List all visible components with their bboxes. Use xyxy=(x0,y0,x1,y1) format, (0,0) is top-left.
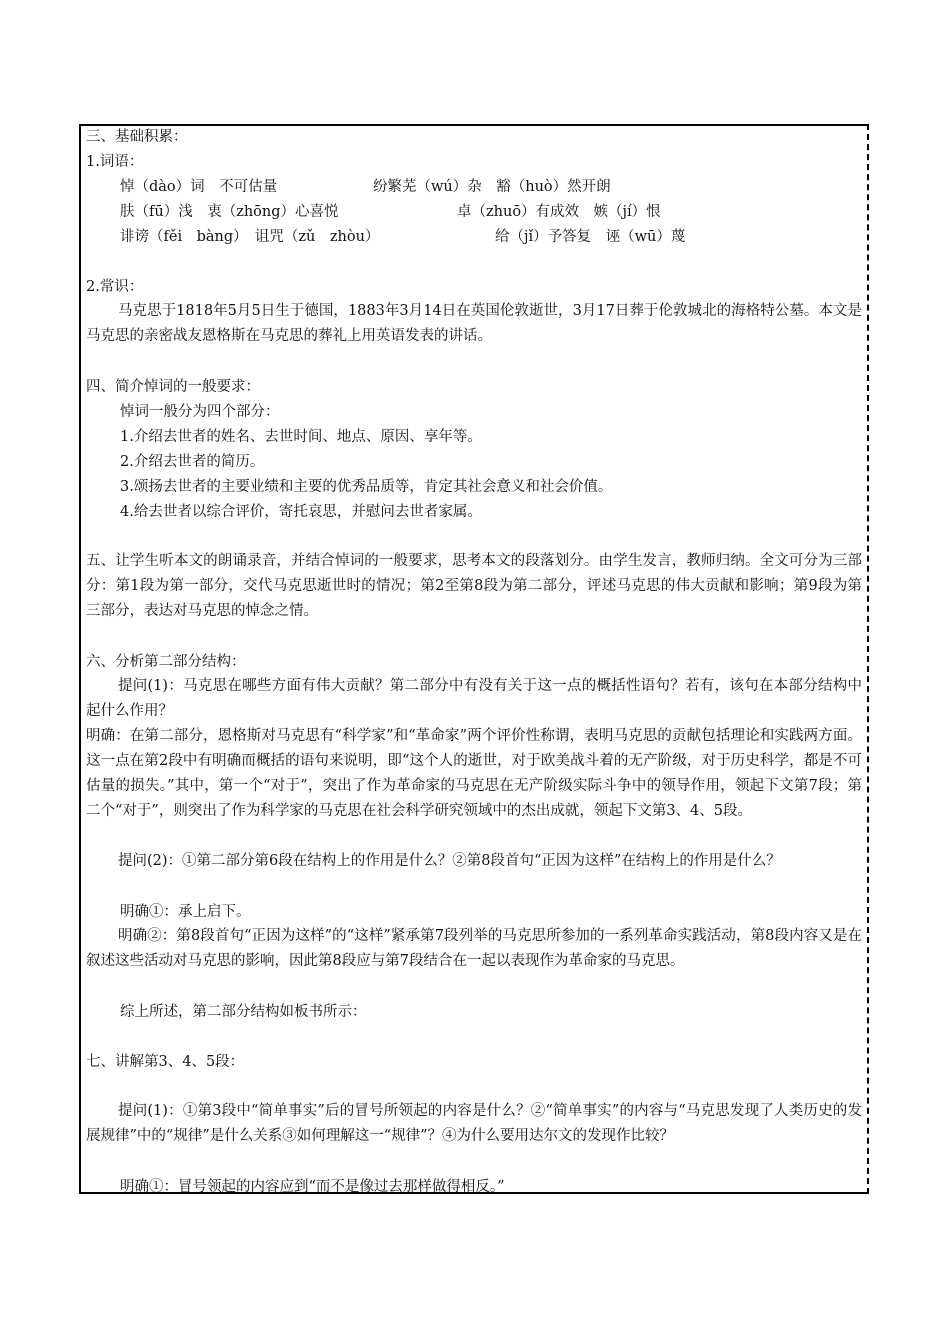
question-1: 提问(1)：马克思在哪些方面有伟大贡献？第二部分中有没有关于这一点的概括性语句？若有，该句在本部分结构中起什么作用？ xyxy=(86,678,862,719)
section-6-heading: 六、分析第二部分结构： xyxy=(86,654,246,670)
vocab-title: 1.词语： xyxy=(86,154,144,170)
structure-summary: 综上所述，第二部分结构如板书所示： xyxy=(120,1004,367,1020)
eulogy-item: 1.介绍去世者的姓名、去世时间、地点、原因、享年等。 xyxy=(120,429,482,445)
section-3-heading: 三、基础积累： xyxy=(86,129,188,145)
answer-2-1: 明确①：承上启下。 xyxy=(120,904,251,920)
eulogy-intro: 悼词一般分为四个部分： xyxy=(120,404,280,420)
answer-1: 明确：在第二部分，恩格斯对马克思有“科学家”和“革命家”两个评价性称谓，表明马克思的贡献包括理论和实践两方面。这一点在第2段中有明确而概括的语句来说明，即“这个人的逝世，对于欧美战斗着的无产阶级，对于历史科学，都是不可估量的损失。”其中，第一个“对于”，突出了作为革命家的马克思在无产阶级实际斗争中的领导作用，领起下文第7段；第二个“对于”，则突出了作为科学家的马克思在社会科学研究领域中的杰出成就，领起下文第3、4、5段。 xyxy=(86,728,862,819)
common-knowledge-text: 马克思于1818年5月5日生于德国，1883年3月14日在英国伦敦逝世，3月17日葬于伦敦城北的海格特公墓。本文是马克思的亲密战友恩格斯在马克思的葬礼上用英语发表的讲话。 xyxy=(86,303,862,344)
eulogy-item: 3.颂扬去世者的主要业绩和主要的优秀品质等，肯定其社会意义和社会价值。 xyxy=(120,479,613,495)
section-7-question-1: 提问(1)：①第3段中“简单事实”后的冒号所领起的内容是什么？②“简单事实”的内容与“马克思发现了人类历史的发展规律”中的“规律”是什么关系③如何理解这一“规律”？④为什么要用达尔文的发现作比较？ xyxy=(86,1103,862,1144)
vocab-term: 肤（fū）浅 衷（zhōng）心喜悦 xyxy=(120,204,339,220)
eulogy-item: 4.给去世者以综合评价，寄托哀思，并慰问去世者家属。 xyxy=(120,504,482,520)
answer-2-2: 明确②：第8段首句“正因为这样”的“这样”紧承第7段列举的马克思所参加的一系列革命实践活动，第8段内容又是在叙述这些活动对马克思的影响，因此第8段应与第7段结合在一起以表现作为革命家的马克思。 xyxy=(86,928,862,969)
section-7-answer-1: 明确①：冒号领起的内容应到“而不是像过去那样做得相反。” xyxy=(120,1179,505,1195)
vocab-term: 卓（zhuō）有成效 嫉（jí）恨 xyxy=(457,204,661,220)
vocab-term: 诽谤（fěi bàng） 诅咒（zǔ zhòu） xyxy=(120,229,380,245)
vocab-term: 悼（dào）词 不可估量 xyxy=(120,179,278,195)
vocab-term: 给（jǐ）予答复 诬（wū）蔑 xyxy=(495,229,686,245)
question-2: 提问(2)：①第二部分第6段在结构上的作用是什么？②第8段首句“正因为这样”在结构上的作用是什么？ xyxy=(118,853,781,869)
eulogy-item: 2.介绍去世者的简历。 xyxy=(120,454,265,470)
section-4-heading: 四、简介悼词的一般要求： xyxy=(86,379,260,395)
section-7-heading: 七、讲解第3、4、5段： xyxy=(86,1054,245,1070)
common-knowledge-title: 2.常识： xyxy=(86,279,144,295)
vocab-term: 纷繁芜（wú）杂 豁（huò）然开朗 xyxy=(373,179,611,195)
section-5-text: 五、让学生听本文的朗诵录音，并结合悼词的一般要求，思考本文的段落划分。由学生发言，教师归纳。全文可分为三部分：第1段为第一部分，交代马克思逝世时的情况；第2至第8段为第二部分，评述马克思的伟大贡献和影响；第9段为第三部分，表达对马克思的悼念之情。 xyxy=(86,553,862,619)
